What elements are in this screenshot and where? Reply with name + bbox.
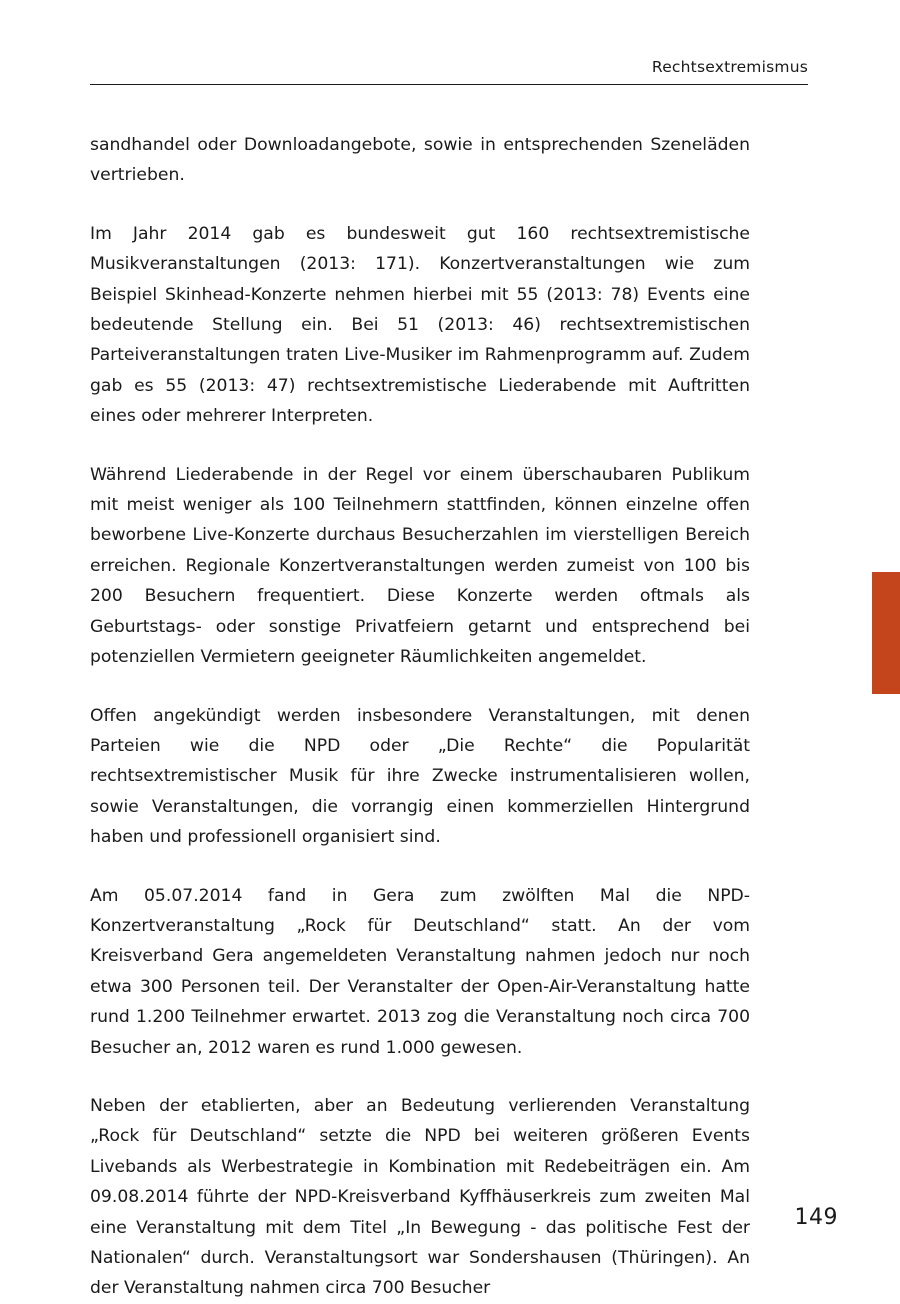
paragraph: Neben der etablierten, aber an Bedeutung verlierenden Veranstaltung „Rock für Deutschland“ setzte die NPD bei weiteren größeren Events Livebands als Werbestrategie in Kombination mit Redebeiträgen ein. Am 09.08.2014 führte der NPD-Kreisverband Kyffhäuserkreis zum zweiten Mal eine Veranstaltung mit dem Titel „In Bewegung - das politische Fest der Nationalen“ durch. Veranstaltungsort war Sondershausen (Thüringen). An der Veranstaltung nahmen circa 700 Besucher: [90, 1095, 750, 1299]
running-title: Rechtsextremismus: [651, 58, 808, 76]
paragraph: Im Jahr 2014 gab es bundesweit gut 160 rechtsextremistische Musikveranstaltungen (2013: 171). Konzertveranstaltungen wie zum Beispiel Skinhead-Konzerte nehmen hierbei mit 55 (2013: 78) Events eine bedeutende Stellung ein. Bei 51 (2013: 46) rechtsextremistischen Parteiveranstaltungen traten Live-Musiker im Rahmenprogramm auf. Zudem gab es 55 (2013: 47) rechtsextremistische Liederabende mit Auftritten eines oder mehrerer Interpreten.: [90, 223, 750, 427]
paragraph: Während Liederabende in der Regel vor einem überschaubaren Publikum mit meist weniger als 100 Teilnehmern stattfinden, können einzelne offen beworbene Live-Konzerte durchaus Besucherzahlen im vierstelligen Bereich erreichen. Regionale Konzertveranstaltungen werden zumeist von 100 bis 200 Besuchern frequentiert. Diese Konzerte werden oftmals als Geburtstags- oder sonstige Privatfeiern getarnt und entsprechend bei potenziellen Vermietern geeigneter Räumlichkeiten angemeldet.: [90, 464, 750, 668]
paragraph: Am 05.07.2014 fand in Gera zum zwölften Mal die NPD-Konzertveranstaltung „Rock für Deutschland“ statt. An der vom Kreisverband Gera angemeldeten Veranstaltung nahmen jedoch nur noch etwa 300 Personen teil. Der Veranstalter der Open-Air-Veranstaltung hatte rund 1.200 Teilnehmer erwartet. 2013 zog die Veranstaltung noch circa 700 Besucher an, 2012 waren es rund 1.000 gewesen.: [90, 885, 750, 1058]
paragraph: sandhandel oder Downloadangebote, sowie in entsprechenden Szeneläden vertrieben.: [90, 135, 750, 186]
page-header: [90, 58, 808, 85]
body-text: [90, 130, 750, 1304]
paragraph: Offen angekündigt werden insbesondere Veranstaltungen, mit denen Parteien wie die NPD oder „Die Rechte“ die Popularität rechtsextremistischer Musik für ihre Zwecke instrumentalisieren wollen, sowie Veranstaltungen, die vorrangig einen kommerziellen Hintergrund haben und professionell organisiert sind.: [90, 705, 750, 848]
header-divider: [90, 84, 808, 85]
page-number: 149: [794, 1205, 838, 1230]
chapter-tab-marker: [872, 572, 900, 694]
